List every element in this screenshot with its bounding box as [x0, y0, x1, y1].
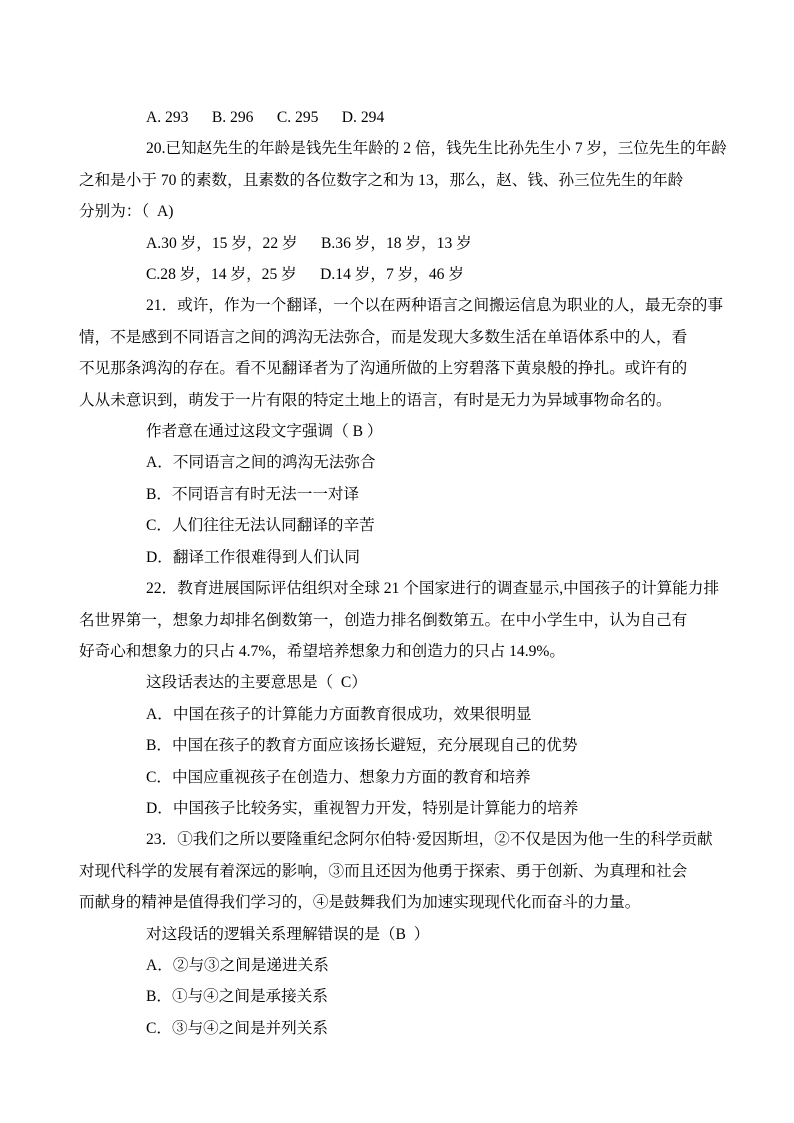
q21-stem-continuation-1: 情，不是感到不同语言之间的鸿沟无法弥合，而是发现大多数生活在单语体系中的人，看 [79, 328, 688, 346]
q21-answer-prompt-4: 作者意在通过这段文字强调（ B ） [146, 423, 383, 441]
q21-stem-continuation-2: 不见那条鸿沟的存在。看不见翻译者为了沟通所做的上穷碧落下黄泉般的挣扎。或许有的 [79, 360, 688, 378]
q21-stem-continuation-3: 人从未意识到，萌发于一片有限的特定土地上的语言，有时是无力为异域事物命名的。 [79, 391, 672, 409]
q23-stem-continuation-2: 而献身的精神是值得我们学习的，④是鼓舞我们为加速实现现代化而奋斗的力量。 [79, 894, 641, 912]
q21-option-8: D．翻译工作很难得到人们认同 [146, 548, 360, 566]
q22-option-5: B．中国在孩子的教育方面应该扬长避短，充分展现自己的优势 [146, 737, 578, 755]
q20-options-row-4: C.28 岁，14 岁，25 岁 D.14 岁，7 岁，46 岁 [146, 266, 464, 284]
q23-stem-0: 23．①我们之所以要隆重纪念阿尔伯特·爱因斯坦，②不仅是因为他一生的科学贡献 [146, 831, 713, 849]
q23-option-6: C．③与④之间是并列关系 [146, 1019, 328, 1037]
q22-answer-prompt-3: 这段话表达的主要意思是（ C） [146, 674, 367, 692]
q20-options-row-3: A.30 岁，15 岁，22 岁 B.36 岁，18 岁，13 岁 [146, 234, 472, 252]
q22-stem-continuation-1: 名世界第一，想象力却排名倒数第一，创造力排名倒数第五。在中小学生中，认为自己有 [79, 611, 688, 629]
q20-stem-continuation-2: 分别为：（ A) [79, 203, 174, 221]
q22-stem-0: 22．教育进展国际评估组织对全球 21 个国家进行的调查显示,中国孩子的计算能力排 [146, 580, 720, 598]
q23-stem-continuation-1: 对现代科学的发展有着深远的影响，③而且还因为他勇于探索、勇于创新、为真理和社会 [79, 862, 688, 880]
q21-option-6: B．不同语言有时无法一一对译 [146, 485, 360, 503]
q22-option-6: C．中国应重视孩子在创造力、想象力方面的教育和培养 [146, 768, 531, 786]
q23-option-5: B．①与④之间是承接关系 [146, 988, 328, 1006]
q23-answer-prompt-3: 对这段话的逻辑关系理解错误的是（B ） [146, 925, 430, 943]
q20-stem-0: 20.已知赵先生的年龄是钱先生年龄的 2 倍，钱先生比孙先生小 7 岁，三位先生的年龄 [146, 140, 727, 158]
q22-stem-continuation-2: 好奇心和想象力的只占 4.7%，希望培养想象力和创造力的只占 14.9%。 [79, 642, 565, 660]
q21-stem-0: 21．或许，作为一个翻译，一个以在两种语言之间搬运信息为职业的人，最无奈的事 [146, 297, 723, 315]
document-content [79, 102, 727, 1044]
q22-option-7: D．中国孩子比较务实，重视智力开发，特别是计算能力的培养 [146, 799, 579, 817]
q22-option-4: A．中国在孩子的计算能力方面教育很成功，效果很明显 [146, 705, 532, 723]
q19-options-row-0: A. 293 B. 296 C. 295 D. 294 [146, 109, 385, 126]
q23-option-4: A．②与③之间是递进关系 [146, 956, 329, 974]
q21-option-7: C．人们往往无法认同翻译的辛苦 [146, 517, 375, 535]
q20-stem-continuation-1: 之和是小于 70 的素数，且素数的各位数字之和为 13，那么，赵、钱、孙三位先生的年龄 [79, 171, 684, 189]
q21-option-5: A．不同语言之间的鸿沟无法弥合 [146, 454, 376, 472]
